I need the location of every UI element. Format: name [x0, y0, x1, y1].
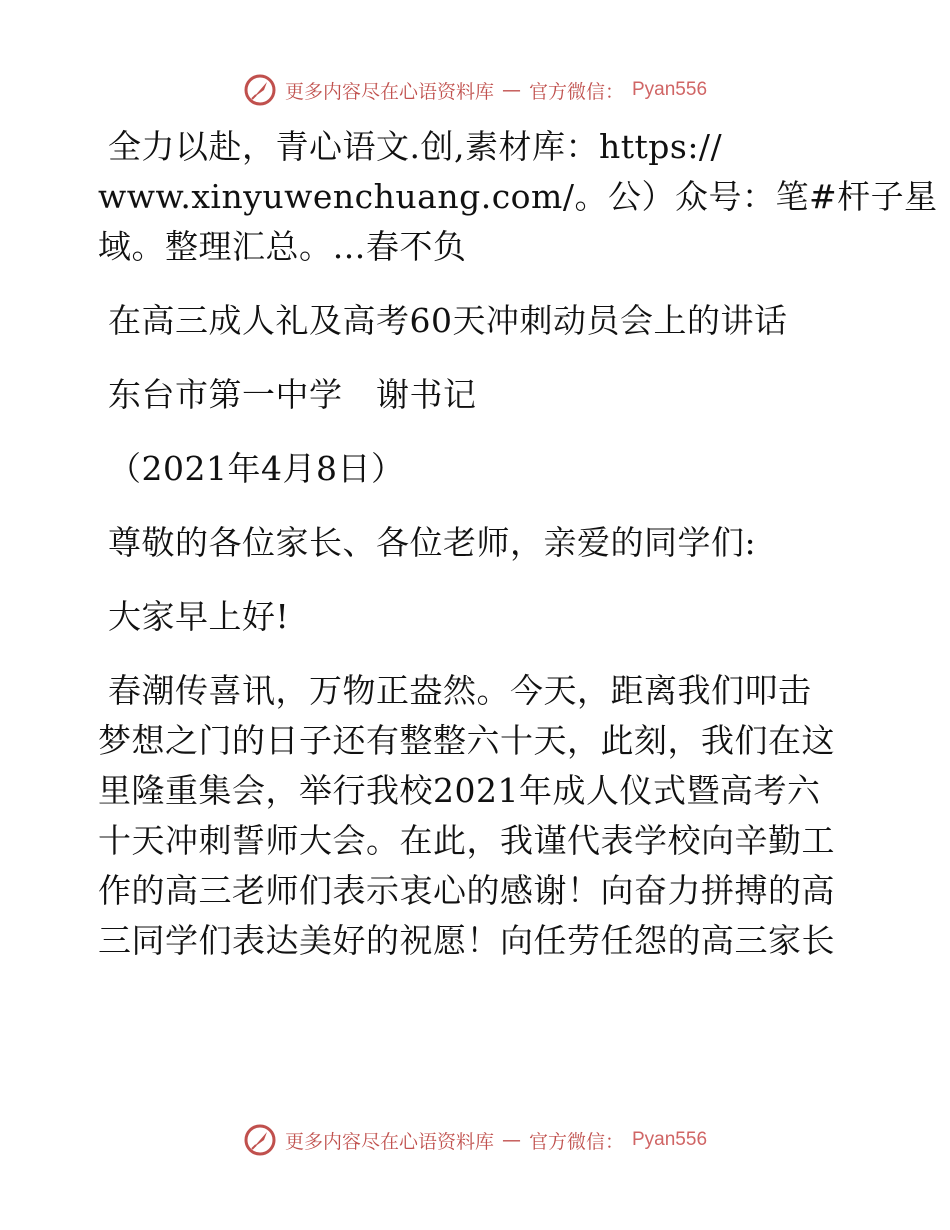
banner-wechat-id: Pyan556 — [632, 1129, 708, 1150]
banner-dash: — — [501, 79, 521, 101]
document-body — [98, 122, 938, 966]
banner-dash: — — [501, 1129, 521, 1151]
header-watermark-banner — [0, 72, 950, 108]
speech-author: 东台市第一中学 谢书记 — [108, 375, 477, 414]
body-line-1: 春潮传喜讯，万物正盎然。今天，距离我们叩击 — [108, 671, 812, 710]
header-line-1: 全力以赴，青心语文.创,素材库：https:// — [108, 127, 723, 166]
banner-wechat-label: 官方微信： — [528, 80, 624, 103]
body-line-5: 作的高三老师们表示衷心的感谢！向奋力拼搏的高 — [98, 871, 835, 910]
header-line-3: 域。整理汇总。…春不负 — [98, 227, 467, 266]
greeting: 大家早上好! — [108, 597, 290, 636]
body-line-6: 三同学们表达美好的祝愿！向任劳任怨的高三家长 — [98, 921, 835, 960]
body-line-4: 十天冲刺誓师大会。在此，我谨代表学校向辛勤工 — [98, 821, 835, 860]
feather-pen-logo-icon — [243, 73, 277, 107]
speech-title: 在高三成人礼及高考60天冲刺动员会上的讲话 — [108, 301, 788, 340]
banner-wechat-id: Pyan556 — [632, 79, 708, 100]
header-line-2: www.xinyuwenchuang.com/。公）众号：笔#杆子星 — [98, 177, 938, 216]
banner-brand-text: 更多内容尽在心语资料库 — [284, 80, 494, 103]
banner-brand-text: 更多内容尽在心语资料库 — [284, 1130, 494, 1153]
body-line-2: 梦想之门的日子还有整整六十天，此刻，我们在这 — [98, 721, 835, 760]
feather-pen-logo-icon — [243, 1123, 277, 1157]
speech-date: （2021年4月8日） — [108, 449, 405, 488]
footer-watermark-banner — [0, 1122, 950, 1158]
banner-wechat-label: 官方微信： — [528, 1130, 624, 1153]
body-line-3: 里隆重集会，举行我校2021年成人仪式暨高考六 — [98, 771, 821, 810]
salutation: 尊敬的各位家长、各位老师，亲爱的同学们: — [108, 523, 757, 562]
